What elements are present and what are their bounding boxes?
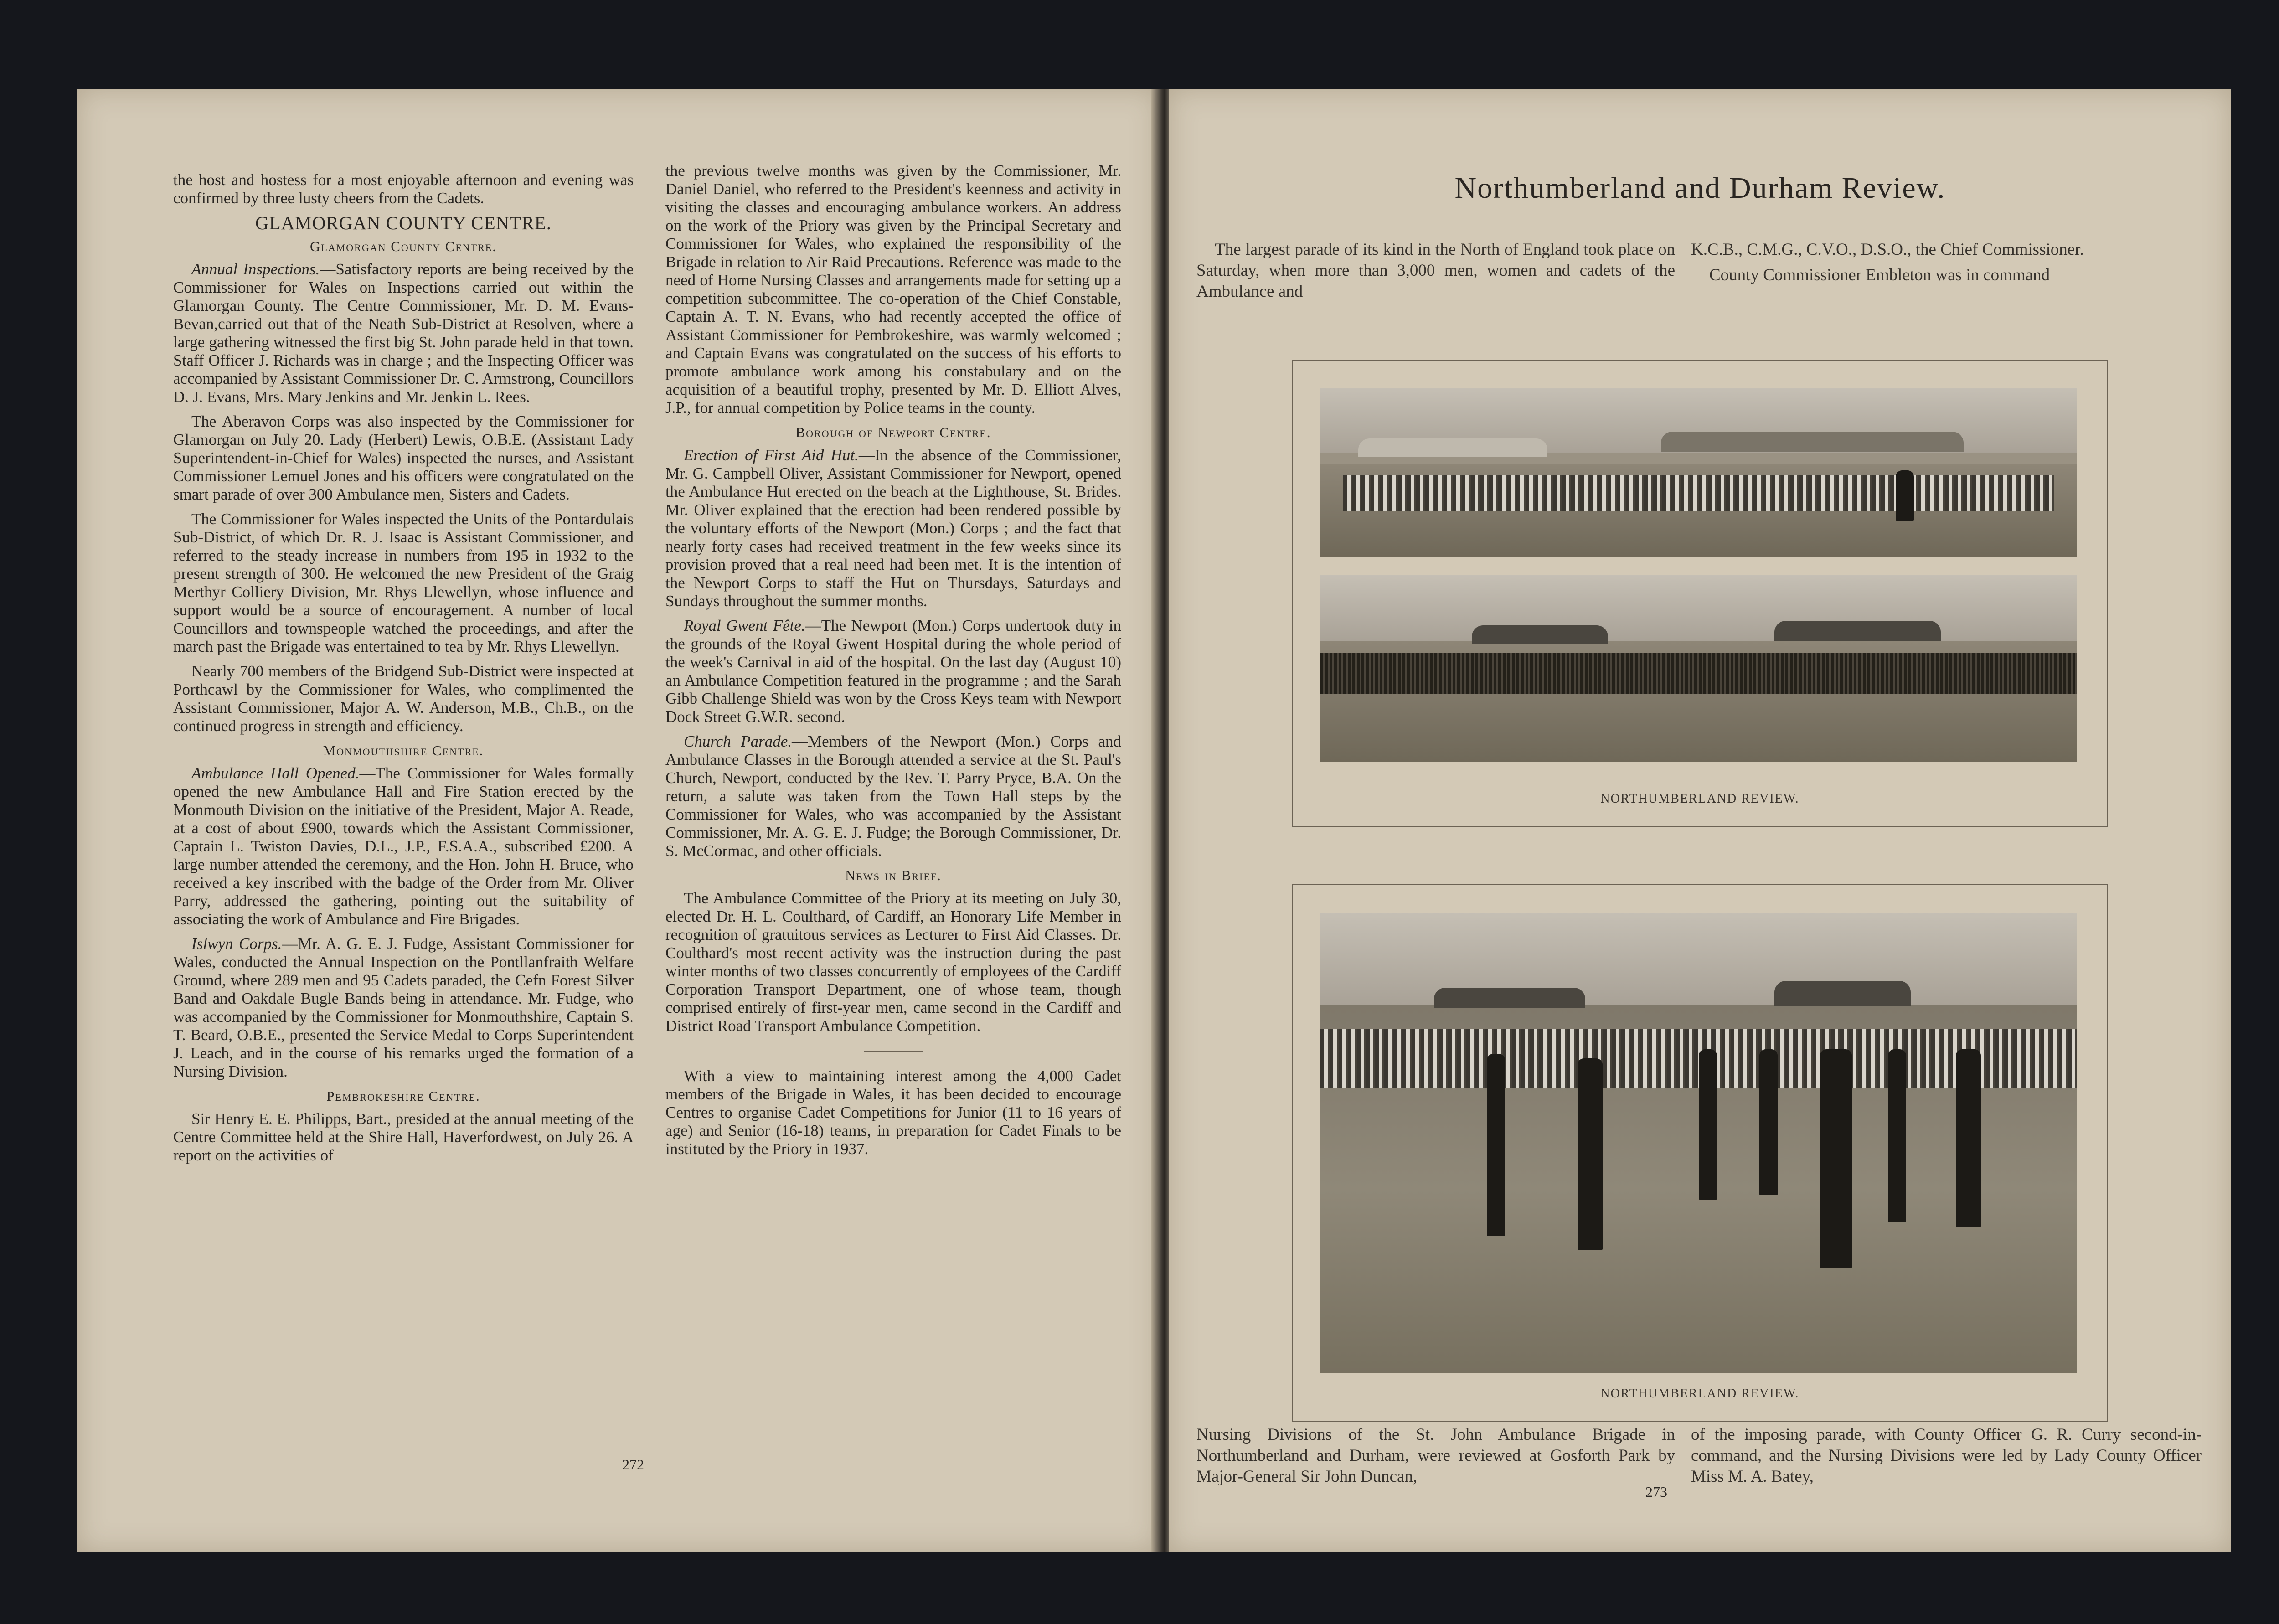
right-folio: 273 (1645, 1484, 1667, 1500)
first-aid-hut-text: —In the absence of the Commissioner, Mr. G. Campbell Oliver, Assistant Commissioner for Newport, opened the Ambulance Hut erected on the beach at the Lighthouse, St. Brides. Mr. Oliver explained that the erection had been rendered possible by the voluntary efforts of the Newport (Mon.) Corps ; and the fact that nearly forty cases had received treatment in the few weeks since its provision proved that a real need had been met. It is the intention of the Newport Corps to staff the Hut on Thursdays, Saturdays and Sundays throughout the summer months. (665, 446, 1122, 610)
review-photo-ranks (1320, 575, 2077, 762)
intro-paragraph: the host and hostess for a most enjoyable afternoon and evening was confirmed by three lusty cheers from the Cadets. (173, 171, 634, 207)
top-col1-text: The largest parade of its kind in the North of England took place on Saturday, when more than 3,000 men, women and cadets of the Ambulance and (1196, 240, 1675, 301)
section-divider (864, 1051, 923, 1052)
photo-caption-1: NORTHUMBERLAND REVIEW. (1600, 792, 1799, 806)
photo-frame-1 (1292, 360, 2108, 827)
left-column-2 (665, 162, 1121, 1165)
right-top-column-2 (1691, 239, 2202, 290)
left-column-1 (173, 171, 634, 1171)
gwent-fete-text: —The Newport (Mon.) Corps undertook duty in the grounds of the Royal Gwent Hospital during the whole period of the week's Carnival in aid of the hospital. On the last day (August 10) an Ambulance Competition featured in the programme ; and the Sarah Gibb Challenge Shield was won by the Cross Keys team with Newport Dock Street G.W.R. second. (665, 617, 1121, 726)
church-parade-paragraph (665, 732, 1121, 860)
right-bottom-column-1 (1196, 1424, 1675, 1492)
glamorgan-heading: GLAMORGAN COUNTY CENTRE. (255, 212, 552, 233)
ambulance-hall-text: —The Commissioner for Wales formally opened the new Ambulance Hall and Fire Station erected by the Monmouth Division on the initiative of the President, Major A. Reade, at a cost of about £900, towards which the Assistant Commissioner, Captain L. Twiston Davies, D.L., J.P., F.S.A.A., subscribed £200. A large number attended the ceremony, and the Hon. John H. Bruce, who received a key inscribed with the badge of the Order from Mr. Oliver Parry, addressed the gathering, pointing out the suitability of associating the work of Ambulance and Fire Brigades. (173, 764, 634, 928)
islwyn-title: Islwyn Corps. (191, 935, 282, 953)
top-col2-text-a: K.C.B., C.M.G., C.V.O., D.S.O., the Chief Commissioner. (1691, 240, 2084, 259)
glamorgan-subheading: Glamorgan County Centre. (310, 238, 497, 254)
left-page (77, 89, 1158, 1552)
ambulance-hall-title: Ambulance Hall Opened. (191, 764, 360, 782)
photo-frame-2 (1292, 884, 2108, 1422)
gwent-fete-title: Royal Gwent Fête. (684, 617, 805, 634)
right-top-column-1 (1196, 239, 1675, 307)
coulthard-paragraph: The Ambulance Committee of the Priory at its meeting on July 30, elected Dr. H. L. Coulthard, of Cardiff, an Honorary Life Member in recognition of gratuitous services as Lecturer to First Aid Classes. Dr. Coulthard's most recent activity was the instruction during the past winter months of two classes concurrently of employees of the Cardiff Corporation Transport Department, one of whose team, though comprised entirely of first-year men, came second in the Cardiff and District Road Transport Ambulance Competition. (665, 889, 1121, 1035)
review-photo-inspection (1320, 913, 2077, 1373)
photo-caption-2: NORTHUMBERLAND REVIEW. (1600, 1387, 1799, 1401)
review-photo-nurses (1320, 388, 2077, 557)
annual-inspections-text: —Satisfactory reports are being received by the Commissioner for Wales on Inspections carried out within the Glamorgan County. The Centre Commissioner, Mr. D. M. Evans-Bevan,carried out that of the Neath Sub-District at Resolven, where a large gathering witnessed the first big St. John parade held in that town. Staff Officer J. Richards was in charge ; and the Inspecting Officer was accompanied by Assistant Commissioner Dr. C. Armstrong, Councillors D. J. Evans, Mrs. Mary Jenkins and Mr. Jenkin L. Rees. (173, 260, 634, 406)
ambulance-hall-paragraph (173, 764, 634, 928)
aberavon-paragraph: The Aberavon Corps was also inspected by the Commissioner for Glamorgan on July 20. Lady (Herbert) Lewis, O.B.E. (Assistant Lady Superintendent-in-Chief for Wales) inspected the nurses, and Assistant Commissioner Lemuel Jones and his officers were congratulated on the smart parade of over 300 Ambulance men, Sisters and Cadets. (173, 412, 634, 503)
top-col2-text-b: County Commissioner Embleton was in command (1709, 266, 2050, 284)
first-aid-hut-title: Erection of First Aid Hut. (684, 446, 859, 464)
monmouthshire-subheading: Monmouthshire Centre. (323, 742, 484, 758)
bottom-col2-text: of the imposing parade, with County Officer G. R. Curry second-in-command, and the Nursing Divisions were led by Lady County Officer Miss M. A. Batey, (1691, 1425, 2202, 1486)
right-bottom-column-2 (1691, 1424, 2202, 1492)
newport-subheading: Borough of Newport Centre. (795, 424, 991, 440)
gwent-fete-paragraph (665, 617, 1121, 726)
cadet-competitions-paragraph: With a view to maintaining interest among the 4,000 Cadet members of the Brigade in Wales, it has been decided to encourage Centres to organise Cadet Competitions for Junior (11 to 16 years of age) and Senior (16-18) teams, in preparation for Cadet Finals to be instituted by the Priory in 1937. (665, 1067, 1121, 1158)
right-page (1169, 89, 2231, 1552)
previous-months-paragraph: the previous twelve months was given by the Commissioner, Mr. Daniel Daniel, who referred to the President's keenness and activity in visiting the classes and encouraging ambulance workers. An address on the work of the Priory was given by the Principal Secretary and Commissioner for Wales, who explained the responsibility of the Brigade in relation to Air Raid Precautions. Reference was made to the need of Home Nursing Classes and arrangements made for setting up a competition subcommittee. The co-operation of the Chief Constable, Captain A. T. N. Evans, who had recently accepted the office of Assistant Commissioner for Pembrokeshire, was warmly welcomed ; and Captain Evans was congratulated on the success of his efforts to promote ambulance work among his constabulary and on the acquisition of a beautiful trophy, presented by Mr. D. Elliott Alves, J.P., for annual competition by Police teams in the county. (665, 162, 1121, 417)
pembrokeshire-subheading: Pembrokeshire Centre. (326, 1088, 480, 1104)
page-title: Northumberland and Durham Review. (1454, 171, 1946, 205)
first-aid-hut-paragraph (665, 446, 1121, 610)
annual-inspections-title: Annual Inspections. (191, 260, 320, 278)
annual-inspections-paragraph (173, 260, 634, 406)
left-folio: 272 (622, 1456, 644, 1473)
bottom-col1-text: Nursing Divisions of the St. John Ambulance Brigade in Northumberland and Durham, were reviewed at Gosforth Park by Major-General Sir John Duncan, (1196, 1425, 1675, 1486)
church-parade-title: Church Parade. (684, 732, 792, 750)
bridgend-paragraph: Nearly 700 members of the Bridgend Sub-District were inspected at Porthcawl by the Commissioner for Wales, who complimented the Assistant Commissioner, Major A. W. Anderson, M.B., Ch.B., on the continued progress in strength and efficiency. (173, 662, 634, 735)
news-subheading: News in Brief. (845, 867, 942, 883)
islwyn-paragraph (173, 935, 634, 1081)
pontardulais-paragraph: The Commissioner for Wales inspected the Units of the Pontardulais Sub-District, of which Dr. R. J. Isaac is Assistant Commissioner, and referred to the steady increase in numbers from 195 in 1932 to the present strength of 300. He welcomed the new President of the Graig Merthyr Colliery Division, Mr. Rhys Llewellyn, whose influence and support would be a source of encouragement. A number of local Councillors and townspeople watched the proceedings, and after the march past the Brigade was entertained to tea by Mr. Rhys Llewellyn. (173, 510, 634, 655)
pembrokeshire-paragraph: Sir Henry E. E. Philipps, Bart., presided at the annual meeting of the Centre Committee held at the Shire Hall, Haverfordwest, on July 26. A report on the activities of (173, 1110, 634, 1164)
church-parade-text: —Members of the Newport (Mon.) Corps and Ambulance Classes in the Borough attended a service at the St. Paul's Church, Newport, conducted by the Rev. T. Parry Pryce, B.A. On the return, a salute was taken from the Town Hall steps by the Commissioner for Wales, who was accompanied by the Assistant Commissioner, Mr. A. G. E. J. Fudge; the Borough Commissioner, Dr. S. McCormac, and other officials. (665, 732, 1121, 860)
islwyn-text: —Mr. A. G. E. J. Fudge, Assistant Commissioner for Wales, conducted the Annual Inspection on the Pontllanfraith Welfare Ground, where 289 men and 95 Cadets paraded, the Cefn Forest Silver Band and Oakdale Bugle Bands being in attendance. Mr. Fudge, who was accompanied by the Commissioner for Monmouthshire, Captain S. T. Beard, O.B.E., presented the Service Medal to Corps Superintendent J. Leach, and in the course of his remarks urged the formation of a Nursing Division. (173, 935, 634, 1080)
